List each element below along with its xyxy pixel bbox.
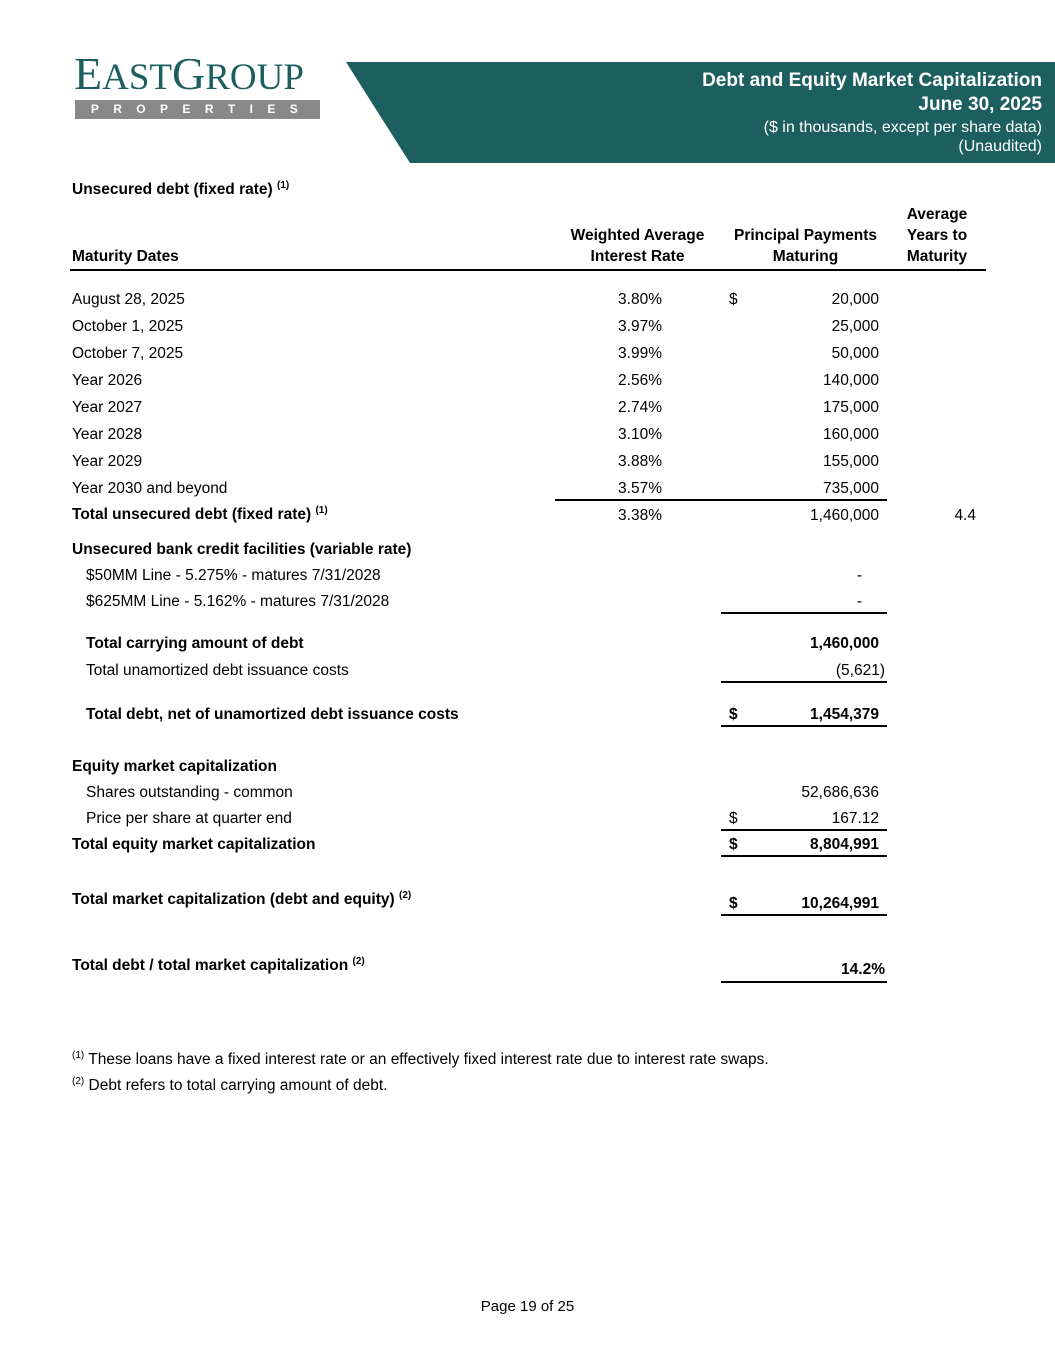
footnote-2: [72, 1077, 388, 1095]
subtotal-rule: [555, 499, 887, 501]
equity-total-dollar: $: [729, 836, 738, 853]
row-amount: 160,000: [822, 426, 879, 443]
credit-line-2-amount: -: [856, 593, 862, 610]
equity-total-label: Total equity market capitalization: [72, 836, 316, 853]
net-debt-dollar: $: [729, 706, 738, 723]
footnote-text: Debt refers to total carrying amount of debt.: [88, 1077, 388, 1094]
footnote-ref: (1): [315, 505, 328, 516]
unamortized-amount: (5,621): [835, 662, 885, 679]
col-header-years-line1: Average: [906, 206, 968, 223]
unamortized-label: Total unamortized debt issuance costs: [86, 662, 349, 679]
total-unsecured-rate: 3.38%: [618, 507, 662, 524]
col-header-rate-line2: Interest Rate: [590, 248, 685, 265]
equity-section-title: Equity market capitalization: [72, 758, 277, 775]
col-header-years-line3: Maturity: [906, 248, 968, 265]
row-amount: 25,000: [831, 318, 879, 335]
footnote-ref: (2): [352, 956, 365, 967]
row-rate: 3.99%: [618, 345, 662, 362]
ratio-text: Total debt / total market capitalization: [72, 957, 349, 974]
price-dollar: $: [729, 810, 738, 827]
row-rate: 3.88%: [618, 453, 662, 470]
logo-subline: PROPERTIES: [75, 100, 320, 119]
market-cap-text: Total market capitalization (debt and equity): [72, 891, 395, 908]
market-cap-amount: 10,264,991: [801, 895, 879, 912]
total-unsecured-text: Total unsecured debt (fixed rate): [72, 506, 312, 523]
total-unsecured-amount: 1,460,000: [810, 507, 879, 524]
ratio-label: [72, 957, 365, 975]
row-date: Year 2029: [72, 453, 143, 470]
row-rate: 3.97%: [618, 318, 662, 335]
shares-label: Shares outstanding - common: [86, 784, 293, 801]
row-amount: 735,000: [822, 480, 879, 497]
ratio-value: 14.2%: [841, 961, 885, 978]
footnote-1: [72, 1051, 769, 1069]
row-amount: 155,000: [822, 453, 879, 470]
footnote-ref: (2): [398, 890, 412, 901]
header-rule: [70, 269, 986, 271]
col-header-rate-line1: Weighted Average: [570, 227, 705, 244]
units-note: ($ in thousands, except per share data): [763, 119, 1042, 136]
report-date: June 30, 2025: [918, 94, 1042, 115]
logo-letter: E: [74, 48, 103, 99]
row-rate: 3.80%: [618, 291, 662, 308]
credit-line-1-amount: -: [856, 567, 862, 584]
row-date: October 7, 2025: [72, 345, 184, 362]
equity-total-rule: [721, 855, 887, 857]
row-rate: 3.57%: [618, 480, 662, 497]
logo-letters: ROUP: [205, 57, 304, 98]
net-debt-amount: 1,454,379: [810, 706, 879, 723]
market-cap-label: [72, 891, 411, 909]
row-date: Year 2030 and beyond: [72, 480, 228, 497]
row-rate: 2.56%: [618, 372, 662, 389]
company-logo: [74, 50, 324, 98]
logo-letters: AST: [102, 57, 173, 98]
row-amount: 50,000: [831, 345, 879, 362]
price-value: 167.12: [831, 810, 879, 827]
row-date: August 28, 2025: [72, 291, 185, 308]
market-cap-rule: [721, 914, 887, 916]
col-header-principal-line2: Maturing: [772, 248, 839, 265]
row-date: Year 2027: [72, 399, 143, 416]
net-debt-label: Total debt, net of unamortized debt issuance costs: [86, 706, 459, 723]
row-dollar: $: [729, 291, 738, 308]
credit-rule: [721, 612, 887, 614]
row-date: Year 2028: [72, 426, 143, 443]
row-date: October 1, 2025: [72, 318, 184, 335]
footnote-ref: (1): [277, 180, 290, 191]
credit-line-1: $50MM Line - 5.275% - matures 7/31/2028: [86, 567, 381, 584]
row-rate: 2.74%: [618, 399, 662, 416]
footnote-mark: (2): [72, 1076, 85, 1087]
price-label: Price per share at quarter end: [86, 810, 292, 827]
section-title-unsecured: [72, 181, 289, 199]
shares-value: 52,686,636: [801, 784, 879, 801]
total-unsecured-label: [72, 506, 328, 524]
carrying-amount: 1,460,000: [810, 635, 879, 652]
equity-total-value: 8,804,991: [810, 836, 879, 853]
row-amount: 20,000: [831, 291, 879, 308]
unamortized-rule: [721, 681, 887, 683]
unaudited-note: (Unaudited): [958, 138, 1042, 155]
footnote-text: These loans have a fixed interest rate or an effectively fixed interest rate due to interest rate swaps.: [88, 1051, 769, 1068]
credit-line-2: $625MM Line - 5.162% - matures 7/31/2028: [86, 593, 390, 610]
credit-section-title: Unsecured bank credit facilities (variable rate): [72, 541, 412, 558]
col-header-maturity: Maturity Dates: [72, 248, 179, 265]
total-unsecured-years: 4.4: [954, 507, 976, 524]
col-header-years-line2: Years to: [906, 227, 968, 244]
logo-letter: G: [172, 48, 206, 99]
row-date: Year 2026: [72, 372, 143, 389]
section-title-text: Unsecured debt (fixed rate): [72, 181, 273, 198]
carrying-label: Total carrying amount of debt: [86, 635, 304, 652]
page-number: Page 19 of 25: [480, 1298, 575, 1315]
col-header-principal-line1: Principal Payments: [733, 227, 877, 244]
price-rule: [721, 829, 887, 831]
row-amount: 175,000: [822, 399, 879, 416]
ratio-rule: [721, 981, 887, 983]
net-debt-rule: [721, 725, 887, 727]
footnote-mark: (1): [72, 1050, 85, 1061]
row-rate: 3.10%: [618, 426, 662, 443]
row-amount: 140,000: [822, 372, 879, 389]
page-title: Debt and Equity Market Capitalization: [702, 70, 1042, 91]
market-cap-dollar: $: [729, 895, 738, 912]
